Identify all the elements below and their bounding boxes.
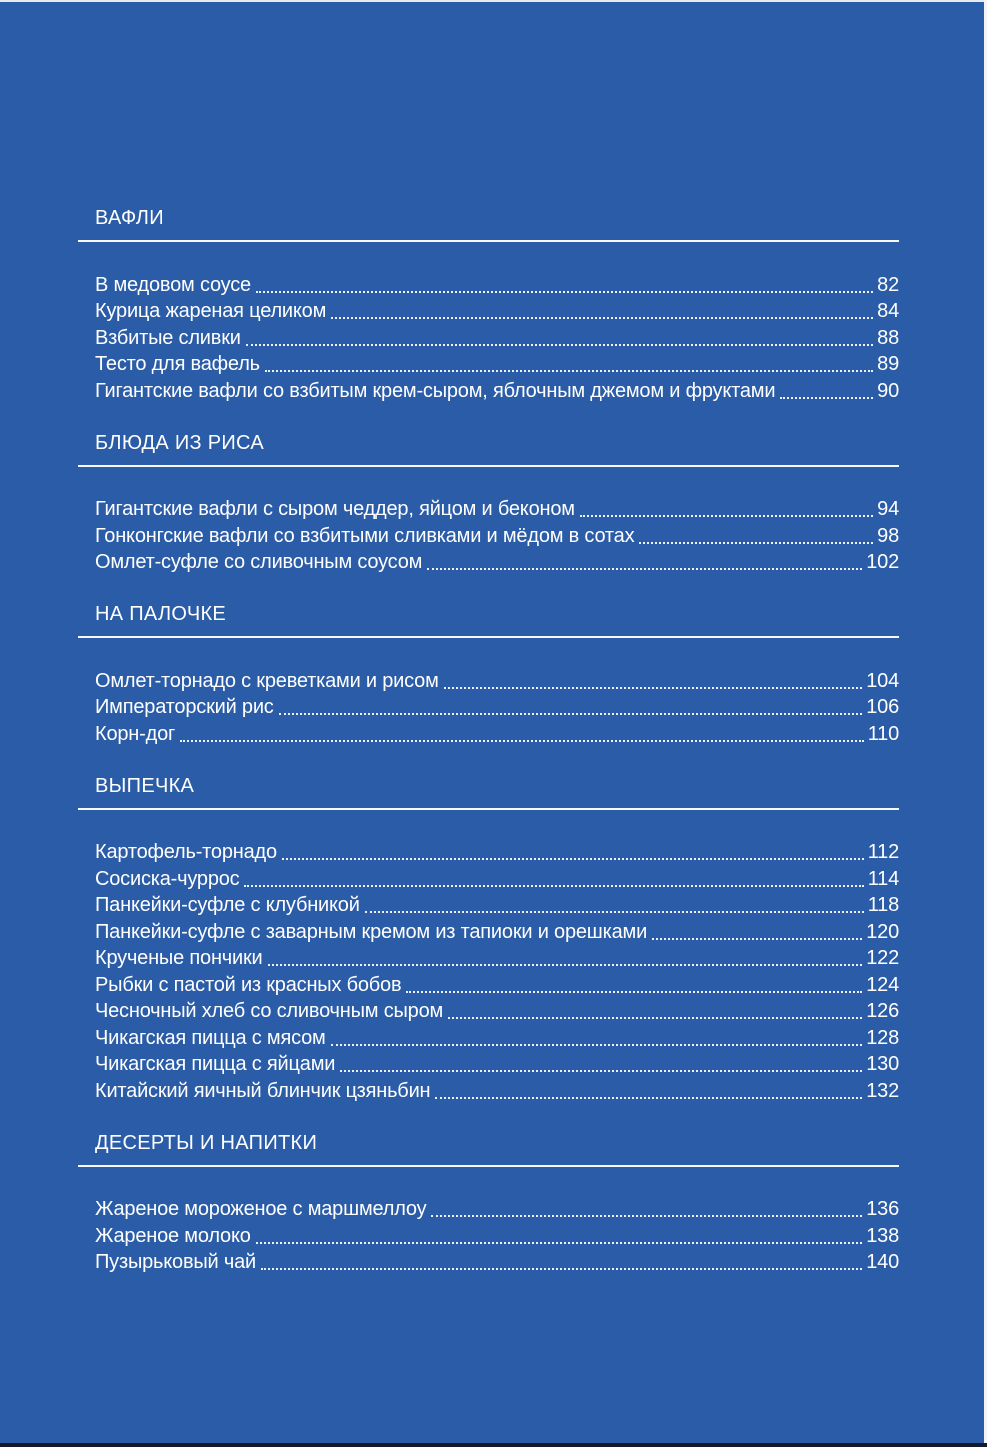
toc-entry-row (95, 864, 899, 891)
toc-entry-row (95, 1076, 899, 1103)
toc-entry-row (95, 297, 899, 324)
dotted-leader (340, 1070, 862, 1072)
toc-entry-row (95, 270, 899, 297)
section-entries (78, 1195, 899, 1275)
toc-entry-row (95, 350, 899, 377)
page-bottom-edge (0, 1443, 987, 1447)
entry-title: Жареное молоко (95, 1224, 251, 1247)
section-divider (78, 1165, 899, 1167)
entry-page-number: 118 (867, 894, 899, 916)
entry-page-number: 106 (866, 696, 899, 718)
entry-page-number: 98 (877, 524, 899, 547)
entry-title: Гигантские вафли со взбитым крем-сыром, яблочным джемом и фруктами (95, 379, 776, 402)
toc-section (78, 1133, 899, 1275)
dotted-leader (365, 911, 864, 913)
entry-title: Рыбки с пастой из красных бобов (95, 973, 402, 996)
entry-title: Панкейки-суфле с заварным кремом из тапиоки и орешками (95, 920, 648, 943)
dotted-leader (331, 317, 873, 319)
toc-entry-row (95, 1023, 899, 1050)
toc-entry-row (95, 1221, 899, 1248)
toc-entry-row (95, 838, 899, 865)
entry-title: Взбитые сливки (95, 326, 241, 349)
toc-entry-row (95, 548, 899, 575)
section-entries (78, 270, 899, 403)
entry-page-number: 130 (866, 1053, 899, 1075)
toc-entry-row (95, 970, 899, 997)
entry-page-number: 128 (866, 1026, 899, 1049)
section-title: НА ПАЛОЧКЕ (95, 603, 227, 625)
dotted-leader (331, 1044, 863, 1046)
dotted-leader (265, 370, 873, 372)
entry-title: Гигантские вафли с сыром чеддер, яйцом и беконом (95, 498, 575, 520)
toc-entry-row (95, 323, 899, 350)
dotted-leader (406, 991, 862, 993)
entry-page-number: 120 (866, 920, 899, 943)
entry-title: Корн-дог (95, 722, 176, 745)
section-title: БЛЮДА ИЗ РИСА (95, 431, 264, 454)
entry-page-number: 126 (866, 1000, 899, 1022)
toc-entry-row (95, 944, 899, 971)
entry-title: Омлет-торнадо с креветками и рисом (95, 669, 439, 692)
dotted-leader (435, 1097, 862, 1099)
toc-entry-row (95, 891, 899, 918)
toc-entry-row (95, 1195, 899, 1222)
entry-title: Гонконгские вафли со взбитыми сливками и мёдом в сотах (95, 524, 635, 547)
dotted-leader (431, 1215, 862, 1217)
entry-page-number: 124 (866, 973, 899, 996)
toc-entry-row (95, 495, 899, 522)
entry-page-number: 84 (877, 300, 899, 322)
dotted-leader (427, 568, 862, 570)
toc-entry-row (95, 666, 899, 693)
entry-title: Сосиска-чуррос (95, 867, 240, 890)
entry-title: Китайский яичный блинчик цзяньбин (95, 1079, 431, 1102)
dotted-leader (268, 964, 863, 966)
entry-page-number: 94 (877, 498, 899, 520)
entry-title: Тесто для вафель (95, 353, 260, 375)
dotted-leader (639, 542, 873, 544)
entry-title: Панкейки-суфле с клубникой (95, 894, 360, 916)
dotted-leader (448, 1017, 862, 1019)
section-entries (78, 666, 899, 746)
section-title: ДЕСЕРТЫ И НАПИТКИ (95, 1131, 318, 1154)
entry-page-number: 82 (877, 273, 899, 296)
entry-page-number: 140 (866, 1251, 899, 1273)
section-divider (78, 465, 899, 467)
section-title: ВЫПЕЧКА (95, 774, 195, 797)
toc-section (78, 433, 899, 575)
toc-entry-row (95, 693, 899, 720)
toc-entry-row (95, 719, 899, 746)
entry-page-number: 112 (867, 841, 899, 863)
entry-page-number: 89 (877, 353, 899, 375)
entry-title: Картофель-торнадо (95, 841, 277, 863)
section-divider (78, 636, 899, 638)
dotted-leader (180, 740, 864, 742)
entry-title: Чесночный хлеб со сливочным сыром (95, 1000, 444, 1022)
entry-page-number: 138 (866, 1224, 899, 1247)
entry-page-number: 132 (866, 1079, 899, 1102)
section-title: ВАФЛИ (95, 207, 164, 229)
entry-page-number: 122 (866, 947, 899, 969)
entry-title: Пузырьковый чай (95, 1251, 257, 1273)
entry-page-number: 88 (877, 326, 899, 349)
dotted-leader (282, 858, 864, 860)
entry-title: Крученые пончики (95, 947, 263, 969)
entry-title: В медовом соусе (95, 273, 251, 296)
section-divider (78, 240, 899, 242)
toc-entry-row (95, 1050, 899, 1077)
dotted-leader (244, 885, 863, 887)
toc-section (78, 604, 899, 746)
toc-section (78, 208, 899, 403)
toc-entry-row (95, 376, 899, 403)
dotted-leader (580, 515, 873, 517)
dotted-leader (261, 1268, 862, 1270)
page-top-edge (0, 0, 987, 2)
entry-page-number: 90 (877, 379, 899, 402)
dotted-leader (279, 713, 863, 715)
entry-page-number: 110 (867, 722, 899, 745)
entry-page-number: 104 (866, 669, 899, 692)
section-entries (78, 495, 899, 575)
dotted-leader (444, 687, 863, 689)
toc-entry-row (95, 997, 899, 1024)
dotted-leader (256, 1242, 863, 1244)
dotted-leader (652, 938, 862, 940)
entry-page-number: 114 (867, 867, 899, 890)
toc-content (78, 208, 899, 1304)
entry-title: Императорский рис (95, 696, 274, 718)
section-entries (78, 838, 899, 1103)
entry-page-number: 136 (866, 1198, 899, 1220)
entry-title: Жареное мороженое с маршмеллоу (95, 1198, 427, 1220)
toc-entry-row (95, 521, 899, 548)
dotted-leader (256, 291, 873, 293)
section-divider (78, 808, 899, 810)
entry-title: Омлет-суфле со сливочным соусом (95, 551, 423, 573)
toc-entry-row (95, 1248, 899, 1275)
entry-title: Чикагская пицца с яйцами (95, 1053, 336, 1075)
dotted-leader (780, 397, 873, 399)
dotted-leader (246, 344, 873, 346)
entry-title: Курица жареная целиком (95, 300, 327, 322)
entry-page-number: 102 (866, 551, 899, 573)
entry-title: Чикагская пицца с мясом (95, 1026, 326, 1049)
toc-entry-row (95, 917, 899, 944)
toc-section (78, 776, 899, 1103)
